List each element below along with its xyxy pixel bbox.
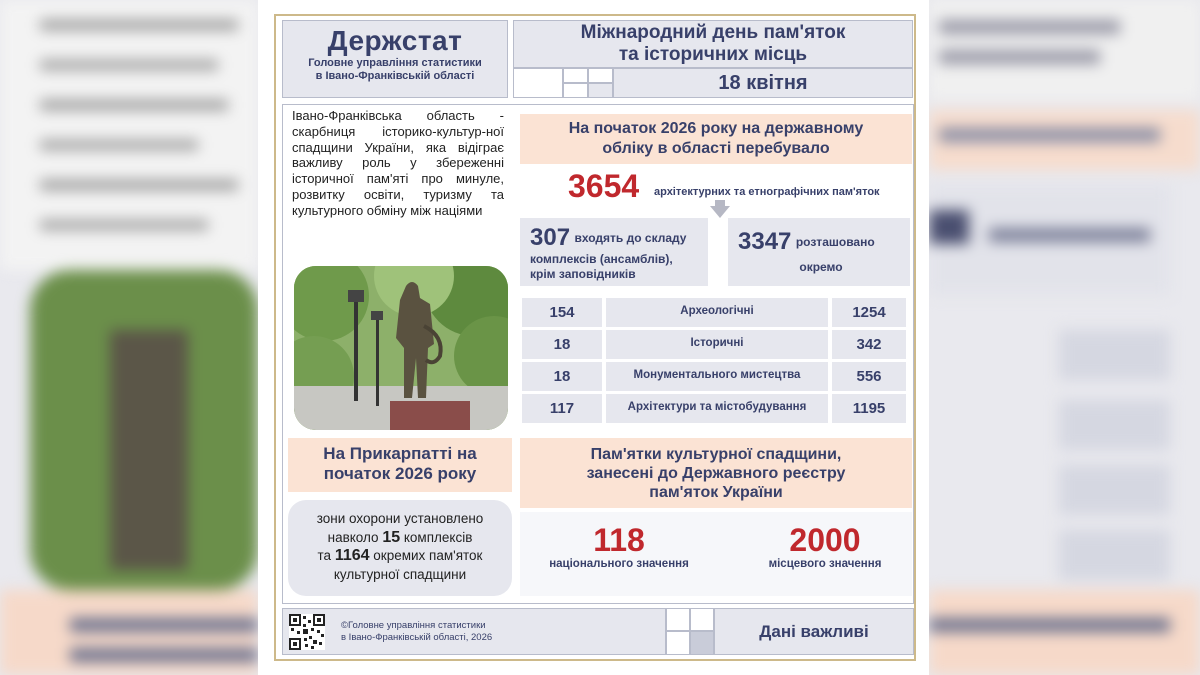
registry-heading-line1: На початок 2026 року на державному	[568, 120, 864, 137]
table-row	[522, 360, 906, 392]
ensembles-line2: комплексів (ансамблів),	[530, 252, 673, 266]
ensembles-number: 307	[530, 224, 571, 251]
separate-line1: розташовано	[795, 235, 875, 250]
table-row	[522, 328, 906, 360]
state-register-box	[520, 512, 912, 596]
date-box	[613, 68, 913, 98]
table-cell-separate: 342	[832, 330, 906, 359]
state-register-heading-line1: Пам'ятки культурної спадщини,	[590, 446, 842, 463]
table-row	[522, 392, 906, 424]
down-arrow-icon	[710, 206, 730, 218]
zones-line1: зони охорони установлено	[316, 511, 484, 526]
protection-zones-box	[288, 500, 512, 596]
local-label: місцевого значення	[768, 558, 882, 570]
header-title-area	[513, 20, 913, 98]
footer-decorative-squares	[666, 608, 714, 655]
monuments-count: 1164	[334, 547, 370, 564]
blurred-background-right	[929, 0, 1200, 675]
registry-heading	[520, 114, 912, 164]
intro-text: Івано-Франківська область - скарбниця історико-культур-ної спадщини України, яка відіграє важливу роль у збереженні історичної пам'яті про минуле, розвитку освіти, туризму та культурного обміну між націями	[292, 108, 504, 218]
footer-slogan: Дані важливі	[714, 608, 914, 655]
separate-line2: окремо	[799, 260, 843, 274]
zones-line4: культурної спадщини	[333, 566, 467, 582]
table-cell-separate: 1195	[832, 394, 906, 423]
table-cell-type: Археологічні	[606, 298, 828, 327]
national-number: 118	[593, 522, 645, 558]
monument-types-table	[522, 296, 906, 424]
title-box	[513, 20, 913, 68]
table-cell-ensembles: 18	[522, 362, 602, 391]
blurred-background-left	[0, 0, 258, 675]
decorative-squares	[513, 68, 613, 98]
footer	[282, 608, 914, 655]
table-cell-type: Історичні	[606, 330, 828, 359]
org-name-line1: Головне управління статистики	[308, 57, 482, 69]
table-cell-ensembles: 154	[522, 298, 602, 327]
ensembles-line3: крім заповідників	[530, 267, 636, 281]
copyright-text	[341, 620, 492, 644]
national-significance	[534, 522, 704, 570]
table-cell-ensembles: 117	[522, 394, 602, 423]
prykarpattia-heading-line1: На Прикарпатті на	[323, 444, 477, 463]
separate-number: 3347	[738, 228, 792, 255]
complexes-count: 15	[382, 528, 401, 546]
table-cell-type: Монументального мистецтва	[606, 362, 828, 391]
title-line1: Міжнародний день пам'яток	[580, 22, 846, 43]
national-label: національного значення	[549, 558, 689, 570]
brand-logo-text: Держстат	[327, 25, 463, 56]
state-register-heading-line2: занесені до Державного реєстру	[586, 465, 846, 482]
org-name-line2: в Івано-Франківській області	[315, 70, 475, 82]
qr-code-icon	[289, 614, 325, 650]
prykarpattia-heading	[288, 438, 512, 492]
table-cell-ensembles: 18	[522, 330, 602, 359]
zones-line2: навколо 15 комплексів	[327, 528, 473, 546]
event-date: 18 квітня	[718, 72, 808, 94]
local-number: 2000	[789, 522, 861, 558]
table-cell-separate: 1254	[832, 298, 906, 327]
prykarpattia-heading-line2: початок 2026 року	[323, 464, 477, 483]
total-monuments-label: архітектурних та етнографічних пам'яток	[654, 186, 880, 198]
copyright-line2: в Івано-Франківській області, 2026	[341, 632, 493, 643]
zones-line3: та 1164 окремих пам'яток	[317, 547, 483, 564]
table-cell-type: Архітектури та містобудування	[606, 394, 828, 423]
copyright-line1: ©Головне управління статистики	[341, 620, 486, 631]
ensembles-line1: входять до складу	[574, 231, 687, 246]
total-monuments-number: 3654	[568, 168, 640, 204]
local-significance	[740, 522, 910, 570]
infographic-card	[258, 0, 929, 675]
state-register-heading-line3: пам'яток України	[649, 484, 783, 501]
separate-box	[728, 218, 910, 286]
table-row	[522, 296, 906, 328]
registry-heading-line2: обліку в області перебувало	[602, 140, 830, 157]
table-cell-separate: 556	[832, 362, 906, 391]
monument-photo	[294, 266, 508, 430]
title-line2: та історичних місць	[618, 44, 808, 65]
header-brand-box	[282, 20, 508, 98]
footer-left-box	[282, 608, 666, 655]
state-register-heading	[520, 438, 912, 508]
ensembles-box	[520, 218, 708, 286]
